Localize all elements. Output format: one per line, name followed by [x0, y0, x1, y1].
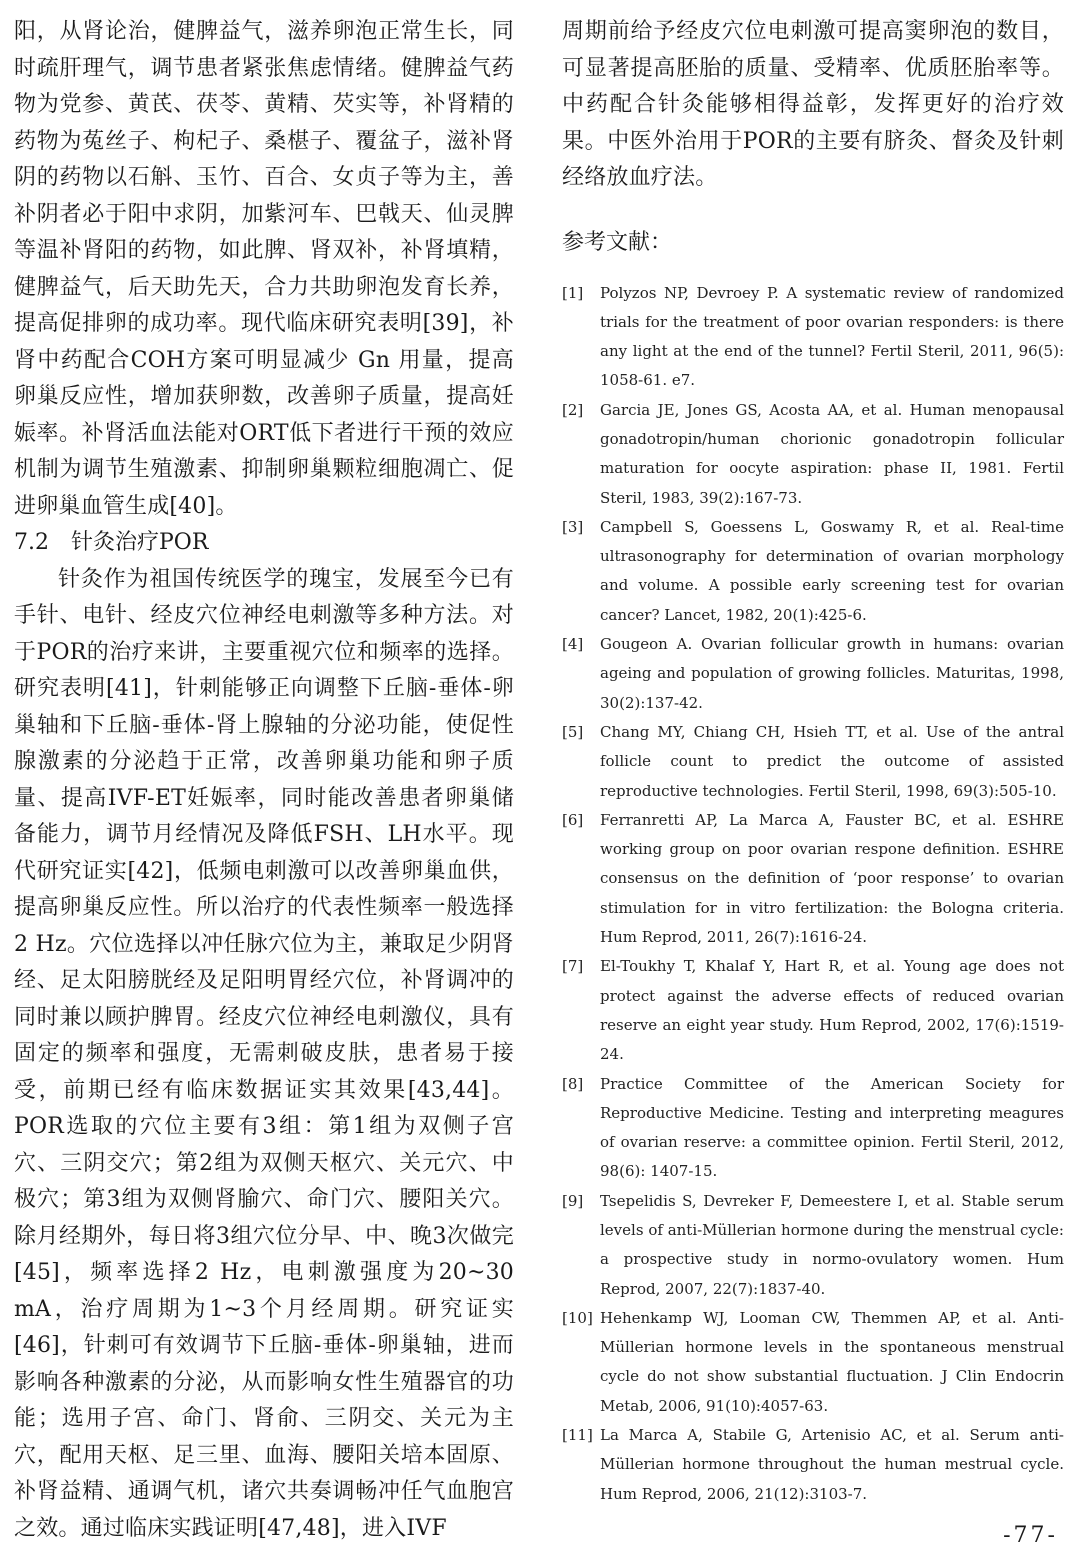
body-paragraph-2: 针灸作为祖国传统医学的瑰宝，发展至今已有手针、电针、经皮穴位神经电刺激等多种方法。对于POR的治疗来讲，主要重视穴位和频率的选择。研究表明[41]，针刺能够正向调整下丘脑-垂体-卵巢轴和下丘脑-垂体-肾上腺轴的分泌功能，使促性腺激素的分泌趋于正常，改善卵巢功能和卵子质量、提高IVF-ET妊娠率，同时能改善患者卵巢储备能力，调节月经情况及降低FSH、LH水平。现代研究证实[42]，低频电刺激可以改善卵巢血供，提高卵巢反应性。所以治疗的代表性频率一般选择2 Hz。穴位选择以冲任脉穴位为主，兼取足少阴肾经、足太阳膀胱经及足阳明胃经穴位，补肾调冲的同时兼以顾护脾胃。经皮穴位神经电刺激仪，具有固定的频率和强度，无需刺破皮肤，患者易于接受，前期已经有临床数据证实其效果[43,44]。POR选取的穴位主要有3组：第1组为双侧子宫穴、三阴交穴；第2组为双侧天枢穴、关元穴、中极穴；第3组为双侧肾腧穴、命门穴、腰阳关穴。除月经期外，每日将3组穴位分早、中、晚3次做完[45]，频率选择2 Hz，电刺激强度为20~30 mA，治疗周期为1~3个月经周期。研究证实[46]，针刺可有效调节下丘脑-垂体-卵巢轴，进而影响各种激素的分泌，从而影响女性生殖器官的功能；选用子宫、命门、肾俞、三阴交、关元为主穴，配用天枢、足三里、血海、腰阳关培本固原、补肾益精、通调气机，诸穴共奏调畅冲任气血胞宫之效。通过临床实践证明[47,48]，进入IVF	[14, 566, 514, 1541]
reference-number: [5]	[562, 722, 584, 741]
reference-text: El-Toukhy T, Khalaf Y, Hart R, et al. Young age does not protect against the adverse effects of reduced ovarian reserve an eight year study. Hum Reprod, 2002, 17(6):1519-24.	[600, 957, 1064, 1064]
body-paragraph-3: 周期前给予经皮穴位电刺激可提高窦卵泡的数目，可显著提高胚胎的质量、受精率、优质胚胎率等。中药配合针灸能够相得益彰，发挥更好的治疗效果。中医外治用于POR的主要有脐灸、督灸及针刺经络放血疗法。	[562, 19, 1064, 190]
reference-text: Practice Committee of the American Society for Reproductive Medicine. Testing and interpreting meagures of ovarian reserve: a committee opinion. Fertil Steril, 2012, 98(6): 1407-15.	[600, 1074, 1064, 1181]
reference-item	[562, 513, 1064, 630]
page-number: -77-	[1003, 1523, 1058, 1548]
reference-list	[562, 279, 1064, 1509]
reference-text: Chang MY, Chiang CH, Hsieh TT, et al. Use of the antral follicle count to predict the outcome of assisted reproductive technologies. Fertil Steril, 1998, 69(3):505-10.	[600, 722, 1064, 800]
reference-item	[562, 806, 1064, 952]
reference-text: Gougeon A. Ovarian follicular growth in humans: ovarian ageing and population of growing follicles. Maturitas, 1998, 30(2):137-42.	[600, 635, 1064, 712]
reference-item	[562, 1187, 1064, 1304]
reference-item	[562, 1421, 1064, 1509]
reference-number: [3]	[562, 517, 584, 536]
reference-number: [4]	[562, 635, 584, 654]
right-column	[562, 14, 1064, 1509]
reference-text: Garcia JE, Jones GS, Acosta AA, et al. Human menopausal gonadotropin/human chorionic gonadotropin follicular maturation for oocyte aspiration: phase II, 1981. Fertil Steril, 1983, 39(2):167-73.	[600, 400, 1064, 507]
reference-number: [9]	[562, 1191, 584, 1210]
reference-number: [1]	[562, 283, 584, 302]
reference-item	[562, 1304, 1064, 1421]
references-title: 参考文献：	[562, 229, 673, 255]
left-column	[14, 14, 514, 1547]
reference-number: [6]	[562, 810, 584, 829]
reference-number: [8]	[562, 1074, 584, 1093]
body-paragraph-1: 阳，从肾论治，健脾益气，滋养卵泡正常生长，同时疏肝理气，调节患者紧张焦虑情绪。健脾益气药物为党参、黄芪、茯苓、黄精、芡实等，补肾精的药物为菟丝子、枸杞子、桑椹子、覆盆子，滋补肾阴的药物以石斛、玉竹、百合、女贞子等为主，善补阴者必于阳中求阴，加紫河车、巴戟天、仙灵脾等温补肾阳的药物，如此脾、肾双补，补肾填精，健脾益气，后天助先天，合力共助卵泡发育长养，提高促排卵的成功率。现代临床研究表明[39]，补肾中药配合COH方案可明显减少 Gn 用量，提高卵巢反应性，增加获卵数，改善卵子质量，提高妊娠率。补肾活血法能对ORT低下者进行干预的效应机制为调节生殖激素、抑制卵巢颗粒细胞凋亡、促进卵巢血管生成[40]。	[14, 19, 514, 519]
reference-item	[562, 630, 1064, 718]
reference-number: [11]	[562, 1426, 593, 1445]
reference-number: [2]	[562, 400, 584, 419]
reference-text: Tsepelidis S, Devreker F, Demeestere I, et al. Stable serum levels of anti-Müllerian hormone during the menstrual cycle: a prospective study in normo-ovulatory women. Hum Reprod, 2007, 22(7):1837-40.	[600, 1191, 1064, 1298]
reference-text: Polyzos NP, Devroey P. A systematic review of randomized trials for the treatment of poor ovarian responders: is there any light at the end of the tunnel? Fertil Steril, 2011, 96(5): 1058-61. e7.	[600, 283, 1064, 390]
reference-text: La Marca A, Stabile G, Artenisio AC, et al. Serum anti-Müllerian hormone throughout the human mestrual cycle. Hum Reprod, 2006, 21(12):3103-7.	[600, 1426, 1064, 1503]
reference-item	[562, 396, 1064, 513]
section-heading-7-2: 7.2 针灸治疗POR	[14, 530, 209, 555]
reference-number: [10]	[562, 1308, 593, 1327]
reference-text: Hehenkamp WJ, Looman CW, Themmen AP, et al. Anti-Müllerian hormone levels in the spontaneous menstrual cycle do not show substantial fluctuation. J Clin Endocrin Metab, 2006, 91(10):4057-63.	[600, 1308, 1064, 1415]
reference-item	[562, 952, 1064, 1069]
reference-item	[562, 1070, 1064, 1187]
reference-number: [7]	[562, 957, 584, 976]
reference-text: Ferranretti AP, La Marca A, Fauster BC, et al. ESHRE working group on poor ovarian respone definition. ESHRE consensus on the definition of ‘poor response’ to ovarian stimulation for in vitro fertilization: the Bologna criteria. Hum Reprod, 2011, 26(7):1616-24.	[600, 810, 1064, 947]
reference-text: Campbell S, Goessens L, Goswamy R, et al. Real-time ultrasonography for determination of ovarian morphology and volume. A possible early screening test for ovarian cancer? Lancet, 1982, 20(1):425-6.	[600, 517, 1064, 624]
reference-item	[562, 279, 1064, 396]
reference-item	[562, 718, 1064, 806]
